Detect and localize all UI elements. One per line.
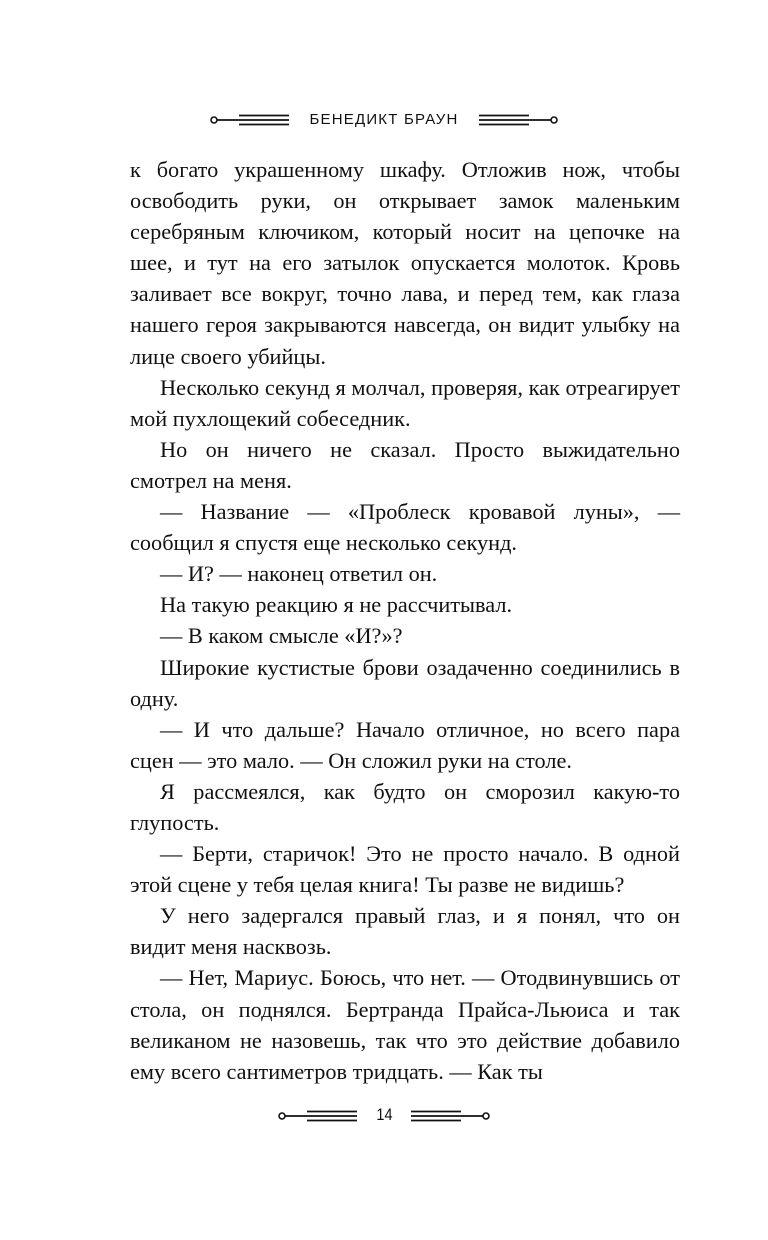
paragraph: — Название — «Проблеск кровавой луны», — сообщил я спустя еще несколько секунд. bbox=[130, 499, 680, 556]
paragraph: — В каком смысле «И?»? bbox=[160, 623, 403, 649]
paragraph-continued: к богато украшенному шкафу. Отложив нож, чтобы освободить руки, он открывает замок маленьким серебряным ключиком, который носит на цепочке на шее, и тут на его затылок опускается молоток. Кровь заливает все вокруг, точно лава, и перед тем, как глаза нашего героя закрываются навсегда, он видит улыбку на лице своего убийцы. bbox=[130, 157, 680, 369]
paragraph: У него задергался правый глаз, и я понял, что он видит меня насквозь. bbox=[130, 903, 680, 960]
paragraph: — Берти, старичок! Это не просто начало. В одной этой сцене у тебя целая книга! Ты разве не видишь? bbox=[130, 841, 680, 898]
running-header bbox=[0, 104, 768, 134]
right-header-ornament-icon bbox=[477, 111, 559, 127]
left-header-ornament-icon bbox=[209, 111, 291, 127]
right-footer-ornament-icon bbox=[409, 1107, 491, 1123]
paragraph: Несколько секунд я молчал, проверяя, как отреагирует мой пухлощекий собеседник. bbox=[130, 374, 680, 431]
paragraph: — И что дальше? Начало отличное, но всего пара сцен — это мало. — Он сложил руки на столе. bbox=[130, 716, 680, 773]
page-footer bbox=[0, 1100, 768, 1130]
paragraph: Но он ничего не сказал. Просто выжидательно смотрел на меня. bbox=[130, 436, 680, 493]
running-header-author: БЕНЕДИКТ БРАУН bbox=[309, 110, 459, 128]
paragraph: Я рассмеялся, как будто он сморозил какую-то глупость. bbox=[130, 778, 680, 835]
body-text bbox=[130, 154, 680, 1087]
paragraph: На такую реакцию я не рассчитывал. bbox=[160, 592, 513, 618]
left-footer-ornament-icon bbox=[277, 1107, 359, 1123]
paragraph: — Нет, Мариус. Боюсь, что нет. — Отодвинувшись от стола, он поднялся. Бертранда Прайса-Льюиса и так великаном не назовешь, так что это действие добавило ему всего сантиметров тридцать. — Как ты bbox=[130, 965, 680, 1084]
page-number: 14 bbox=[375, 1105, 393, 1124]
paragraph: — И? — наконец ответил он. bbox=[160, 561, 438, 587]
paragraph: Широкие кустистые брови озадаченно соединились в одну. bbox=[130, 654, 680, 711]
